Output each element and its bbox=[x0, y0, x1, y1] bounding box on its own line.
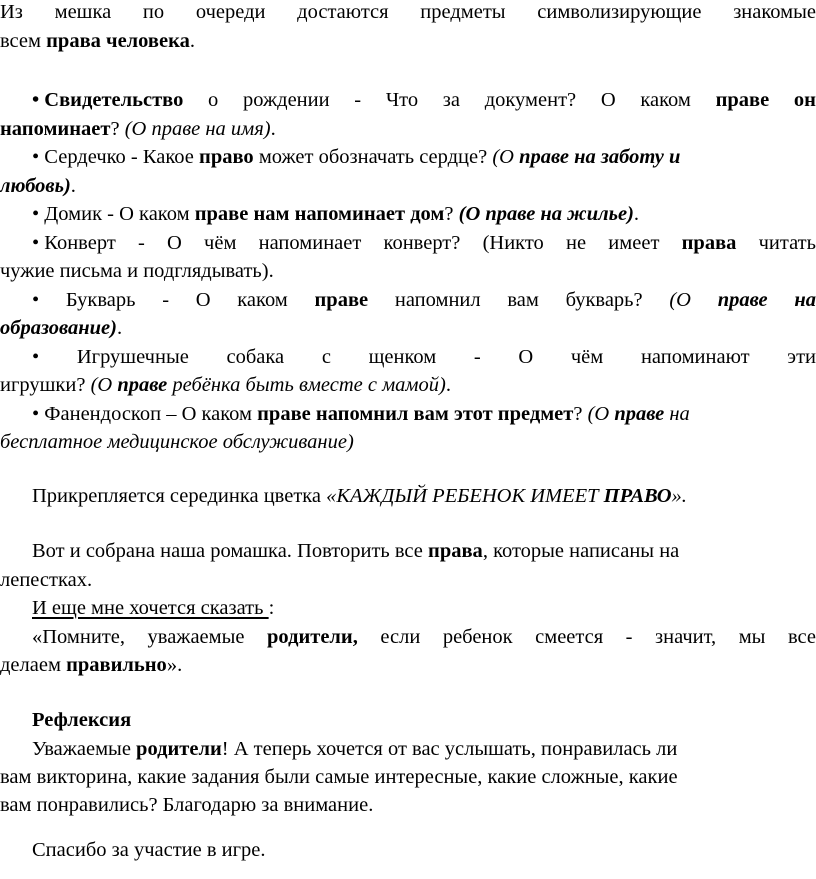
item-toys-line-1: • Игрушечные собака с щенком - О чём напоминают эти bbox=[32, 346, 816, 368]
intro-line-2: всем права человека. bbox=[0, 30, 195, 52]
human-rights-text: права человека bbox=[46, 30, 190, 52]
reflection-line-2: вам викторина, какие задания были самые интересные, какие сложные, какие bbox=[0, 766, 678, 788]
item-primer-line-1: • Букварь - О каком праве напомнил вам букварь? (О праве на bbox=[32, 289, 816, 311]
item-primer-line-2: образование). bbox=[0, 317, 123, 339]
reflection-title: Рефлексия bbox=[32, 709, 132, 731]
intro-word: по bbox=[142, 1, 165, 23]
intro-word: знакомые bbox=[733, 1, 816, 23]
item-phonendoscope-line-1: • Фанендоскоп – О каком праве напомнил вам этот предмет? (О праве на bbox=[32, 403, 690, 425]
item-envelope-line-2: чужие письма и подглядывать). bbox=[0, 260, 274, 282]
item-envelope-line-1: • Конверт - О чём напоминает конверт? (Никто не имеет права читать bbox=[32, 232, 816, 254]
daisy-line-2: лепестках. bbox=[0, 569, 93, 591]
intro-word: предметы bbox=[420, 1, 506, 23]
item-heart-line-2: любовь). bbox=[0, 175, 76, 197]
intro-word: достаются bbox=[297, 1, 389, 23]
item-phonendoscope-line-2: бесплатное медицинское обслуживание) bbox=[0, 431, 354, 453]
item-toys-line-2: игрушки? (О праве ребёнка быть вместе с мамой). bbox=[0, 374, 451, 396]
quote-line-2: делаем правильно». bbox=[0, 654, 183, 676]
quote-line-1: «Помните, уважаемые родители, если ребенок смеется - значит, мы все bbox=[32, 626, 816, 648]
reflection-line-1: Уважаемые родители! А теперь хочется от вас услышать, понравилась ли bbox=[32, 738, 678, 760]
daisy-say-line: И еще мне хочется сказать : bbox=[32, 597, 275, 619]
intro-line-1 bbox=[0, 0, 816, 26]
intro-word: очереди bbox=[195, 1, 266, 23]
item-certificate-line-2: напоминает? (О праве на имя). bbox=[0, 118, 276, 140]
intro-word: Из bbox=[0, 1, 23, 23]
reflection-line-3: вам понравились? Благодарю за внимание. bbox=[0, 794, 374, 816]
item-house-line: • Домик - О каком праве нам напоминает дом? (О праве на жилье). bbox=[32, 203, 640, 225]
item-heart-line-1: • Сердечко - Какое право может обозначать сердце? (О праве на заботу и bbox=[32, 146, 681, 168]
intro-word: символизирующие bbox=[537, 1, 702, 23]
thanks-line: Спасибо за участие в игре. bbox=[32, 839, 266, 861]
flower-center-line: Прикрепляется серединка цветка «КАЖДЫЙ РЕБЕНОК ИМЕЕТ ПРАВО». bbox=[32, 485, 687, 507]
daisy-line-1: Вот и собрана наша ромашка. Повторить все права, которые написаны на bbox=[32, 540, 680, 562]
intro-word: мешка bbox=[54, 1, 112, 23]
item-certificate-line-1: • Свидетельство о рождении - Что за документ? О каком праве он bbox=[32, 89, 816, 111]
